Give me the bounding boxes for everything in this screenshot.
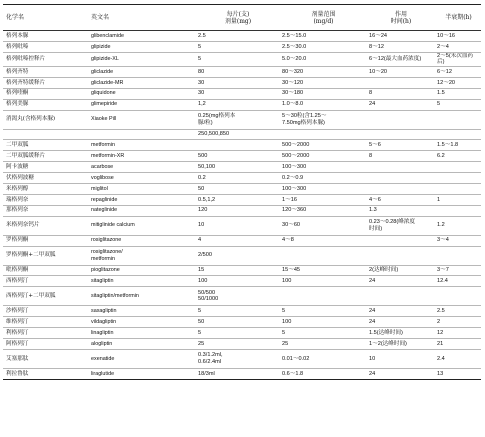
cell-english-name: gliclazide-MR [91,79,124,86]
table-row [3,349,481,368]
cell-english-name: gliquidone [91,90,116,97]
cell-chemical-name: 格列喹酮 [6,90,29,97]
cell-duration: 10～20 [369,68,388,75]
cell-english-name: metformin-XR [91,152,125,159]
cell-duration: 5～6 [369,142,381,149]
cell-duration: 8 [369,90,373,97]
cell-dose-range [279,129,366,140]
table-row [3,265,481,276]
table-row [3,306,481,317]
cell-dose: 1,2 [198,101,206,108]
cell-chemical-name: 西格列汀 [6,278,29,285]
cell-dose: 25 [198,340,205,347]
cell-dose-range [279,246,366,265]
table-row [3,317,481,328]
cell-duration [366,110,434,129]
cell-chemical-name: 阿卡波糖 [6,163,29,170]
cell-half-life: 3～4 [437,237,449,244]
cell-dose: 80 [198,68,205,75]
cell-dose-range [279,287,366,306]
table-row [3,205,481,216]
cell-dose: 4 [198,237,202,244]
cell-half-life [434,183,481,194]
cell-english-name: repaglinide [91,196,118,203]
cell-english-name: miglitol [91,185,108,192]
cell-chemical-name: 格列齐特 [6,68,29,75]
header-chemical-name: 化学名 [3,5,88,31]
cell-dose-range: 25 [282,340,289,347]
cell-half-life: 2～4 [437,43,449,50]
cell-half-life: 6.2 [437,152,445,159]
drug-table-document [3,4,481,433]
cell-duration: 4～6 [369,196,381,203]
cell-english-name [88,129,195,140]
cell-chemical-name: 罗格列酮 [6,237,29,244]
cell-half-life: 2～5(末次血药后) [437,52,474,66]
cell-half-life: 1.5 [437,90,445,97]
cell-duration: 8～12 [369,43,384,50]
cell-dose-range: 5～30粒(含1.25～ 7.50mg格列本脲) [282,112,327,126]
cell-duration: 0.23～0.28(峰浓度 时间) [369,219,416,232]
cell-dose: 10 [198,222,205,229]
cell-half-life: 10～16 [437,32,456,39]
cell-english-name: saxagliptin [91,307,117,314]
table-row [3,183,481,194]
table-row [3,110,481,129]
cell-dose-range: 5.0～20.0 [282,56,307,63]
table-body [3,31,481,380]
cell-half-life: 5 [437,101,441,108]
cell-half-life: 2.4 [437,355,445,362]
cell-dose [195,140,279,151]
cell-chemical-name: 格列吡嗪控释片 [6,56,46,63]
cell-english-name: liraglutide [91,370,115,377]
cell-duration [366,162,434,173]
table-row [3,151,481,162]
cell-chemical-name: 罗格列酮+二甲双胍 [6,252,56,259]
cell-dose-range: 4～8 [282,237,294,244]
cell-duration: 1～2(达峰时间) [369,340,407,347]
cell-half-life [434,129,481,140]
table-row [3,246,481,265]
cell-half-life [434,162,481,173]
cell-duration: 1.5(达峰时间) [369,329,403,336]
cell-dose-range: 500～2000 [282,142,310,149]
cell-dose: 30 [198,79,205,86]
cell-english-name: mitiglinide calcium [91,222,135,229]
cell-duration: 10 [369,355,376,362]
table-row [3,162,481,173]
cell-chemical-name: 格列齐特缓释片 [6,79,46,86]
cell-dose-range: 100～300 [282,185,307,192]
cell-english-name: glimepiride [91,101,118,108]
cell-dose-range: 30～180 [282,90,304,97]
cell-english-name: glipizide [91,43,111,50]
cell-duration: 24 [369,101,376,108]
cell-duration [366,77,434,88]
table-row [3,276,481,287]
cell-dose: 0.2 [198,174,206,181]
cell-dose: 2.5 [198,32,206,39]
table-row [3,52,481,66]
cell-duration [366,287,434,306]
cell-dose: 0.25(mg格列本 脲/粒) [198,112,236,126]
cell-english-name: Xiaoke Pill [91,116,117,123]
cell-chemical-name: 阿格列汀 [6,340,29,347]
cell-dose-range: 5 [282,329,286,336]
cell-dose: 2/500 [198,252,212,259]
cell-dose: 50 [198,185,205,192]
cell-dose: 500 [198,152,208,159]
cell-half-life: 12.4 [437,278,448,285]
table-row [3,99,481,110]
cell-dose-range: 1～16 [282,196,297,203]
cell-dose: 30 [198,90,205,97]
cell-half-life: 2 [437,318,441,325]
cell-half-life: 1 [437,196,441,203]
cell-dose: 18/3ml [198,370,215,377]
cell-dose: 5 [198,307,202,314]
cell-dose-range: 30～120 [282,79,304,86]
cell-duration: 8 [369,152,373,159]
cell-half-life [434,246,481,265]
table-row [3,339,481,350]
cell-dose-range: 100～300 [282,163,307,170]
cell-half-life [434,110,481,129]
cell-dose-range: 2.5～15.0 [282,32,307,39]
cell-chemical-name: 米格列醇 [6,185,29,192]
cell-dose: 0.5,1,2 [198,196,216,203]
cell-english-name: sitagliptin [91,278,114,285]
cell-dose-range: 120～360 [282,207,307,214]
cell-dose: 50/500 50/1000 [198,289,219,303]
cell-chemical-name: 格列本脲 [6,32,29,39]
table-header-row [3,5,481,31]
cell-chemical-name: 利格列汀 [6,329,29,336]
cell-chemical-name: 二甲双胍 [6,142,29,149]
cell-english-name: vildagliptin [91,318,117,325]
cell-duration: 6～12(最大血药浓度) [369,56,422,63]
cell-dose-range: 15～45 [282,267,301,274]
cell-half-life: 13 [437,370,444,377]
cell-english-name: metformin [91,142,115,149]
table-row [3,31,481,42]
cell-english-name: rosiglitazone [91,237,122,244]
cell-duration [366,129,434,140]
cell-half-life [434,173,481,184]
cell-half-life [434,205,481,216]
table-row [3,129,481,140]
cell-chemical-name: 利拉鲁肽 [6,370,29,377]
cell-english-name: exenatide [91,355,115,362]
cell-english-name: nateglinide [91,207,118,214]
header-dose: 每片(支) 剂量(mg) [195,5,279,31]
header-dose-range: 剂量范围 (mg/d) [279,5,366,31]
cell-dose: 5 [198,329,202,336]
cell-duration [366,246,434,265]
cell-chemical-name: 二甲双胍缓释片 [6,152,46,159]
table-row [3,368,481,379]
cell-english-name: alogliptin [91,340,113,347]
cell-dose: 50,100 [198,163,216,170]
table-row [3,77,481,88]
cell-duration: 24 [369,318,376,325]
cell-duration: 1.3 [369,207,377,214]
cell-half-life: 6～12 [437,68,452,75]
cell-duration: 24 [369,307,376,314]
cell-chemical-name: 艾塞那肽 [6,355,29,362]
cell-english-name: voglibose [91,174,114,181]
cell-duration: 24 [369,370,376,377]
cell-duration: 16～24 [369,32,388,39]
cell-chemical-name: 瑞格列奈 [6,196,29,203]
cell-dose-range: 0.01～0.02 [282,355,310,362]
cell-chemical-name [3,129,88,140]
cell-duration [366,183,434,194]
table-row [3,235,481,246]
cell-dose-range: 0.6～1.8 [282,370,304,377]
cell-dose: 250,500,850 [198,131,230,138]
cell-duration [366,235,434,246]
header-english-name: 英文名 [88,5,195,31]
table-row [3,140,481,151]
cell-chemical-name: 西格列汀+二甲双胍 [6,293,56,300]
cell-dose: 120 [198,207,208,214]
cell-half-life: 2.5 [437,307,445,314]
table-row [3,216,481,235]
cell-chemical-name: 那格列奈 [6,207,29,214]
table-row [3,66,481,77]
cell-chemical-name: 格列美脲 [6,101,29,108]
cell-half-life [434,287,481,306]
cell-english-name: glipizide-XL [91,56,119,63]
cell-dose-range: 0.2～0.9 [282,174,304,181]
cell-chemical-name: 格列吡嗪 [6,43,29,50]
cell-english-name: sitagliptin/metformin [91,293,139,300]
cell-duration: 24 [369,278,376,285]
header-half-life: 半衰期(h) [434,5,481,31]
cell-chemical-name: 米格列奈钙片 [6,222,40,229]
cell-half-life: 12 [437,329,444,336]
table-row [3,328,481,339]
cell-english-name: gliclazide [91,68,114,75]
table-row [3,173,481,184]
cell-dose-range: 5 [282,307,286,314]
cell-chemical-name: 消渴丸(含格列本脲) [6,116,56,123]
cell-half-life: 21 [437,340,444,347]
cell-duration: 2(达峰时间) [369,267,399,274]
table-row [3,287,481,306]
cell-dose-range: 1.0～8.0 [282,101,304,108]
cell-english-name: acarbose [91,163,114,170]
cell-english-name: rosiglitazone/ metformin [91,248,123,262]
cell-english-name: linagliptin [91,329,114,336]
cell-dose-range: 100 [282,318,292,325]
cell-dose-range: 80～320 [282,68,304,75]
cell-dose: 15 [198,267,205,274]
cell-half-life: 1.5～1.8 [437,142,459,149]
cell-english-name: pioglitazone [91,267,120,274]
cell-dose-range: 2.5～30.0 [282,43,307,50]
cell-chemical-name: 吡格列酮 [6,267,29,274]
table-row [3,88,481,99]
cell-chemical-name: 维格列汀 [6,318,29,325]
cell-half-life: 1.2 [437,222,445,229]
cell-dose-range: 30～60 [282,222,301,229]
header-duration: 作用 时间(h) [366,5,434,31]
table-row [3,41,481,52]
cell-dose: 5 [198,43,202,50]
cell-half-life: 3～7 [437,267,449,274]
cell-dose: 5 [198,56,202,63]
table-row [3,194,481,205]
cell-dose: 100 [198,278,208,285]
cell-english-name: glibenclamide [91,32,124,39]
cell-half-life: 12～20 [437,79,456,86]
cell-dose: 50 [198,318,205,325]
cell-dose-range: 500～2000 [282,152,310,159]
cell-duration [366,173,434,184]
antidiabetic-drug-table [3,4,481,380]
cell-chemical-name: 伏格列波糖 [6,174,34,181]
cell-dose: 0.3/1.2ml, 0.6/2.4ml [198,352,223,365]
cell-dose-range: 100 [282,278,292,285]
cell-chemical-name: 沙格列汀 [6,307,29,314]
